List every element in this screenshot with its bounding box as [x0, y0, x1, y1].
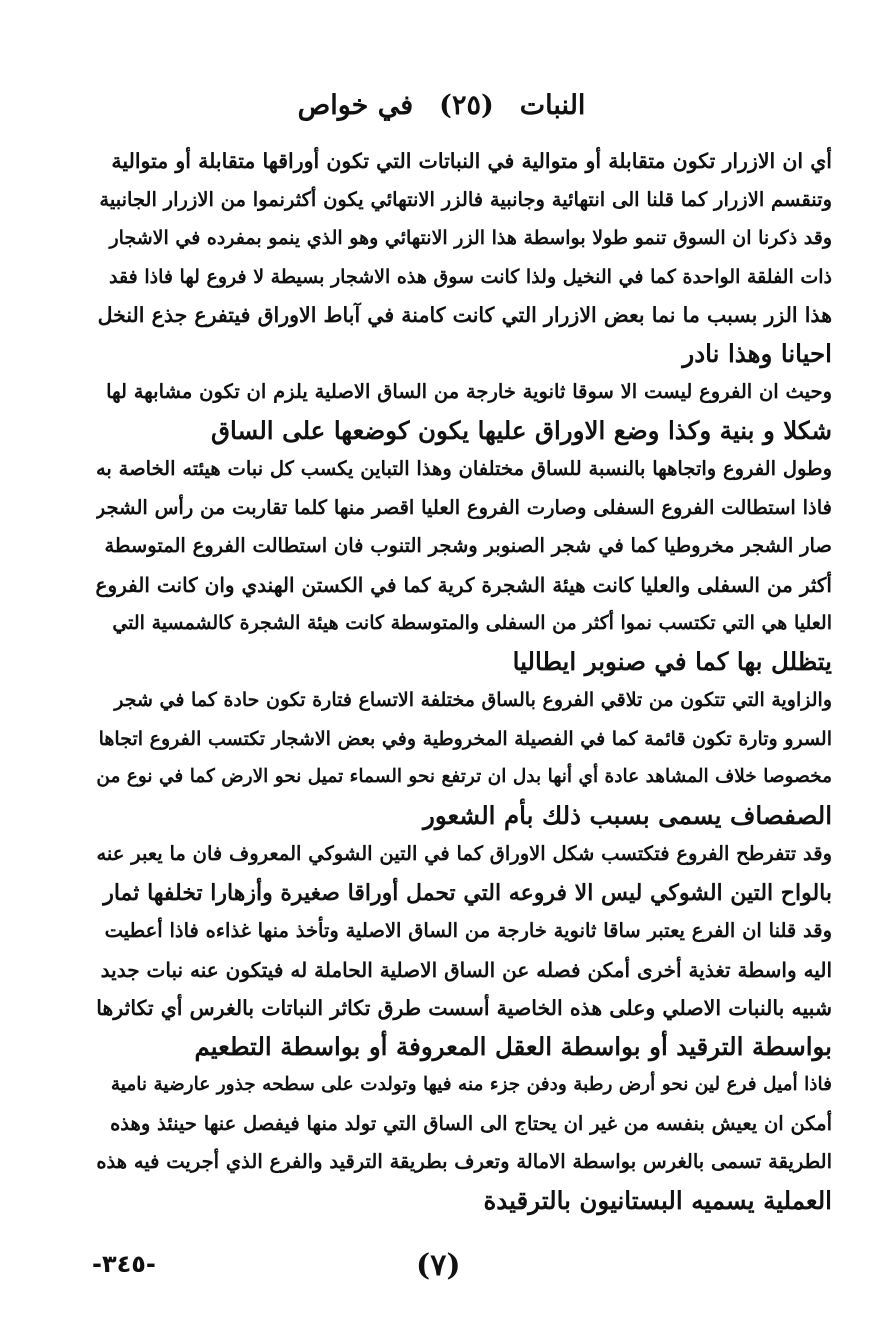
- text-line: وطول الفروع واتجاهها بالنسبة للساق مختلفان وهذا التباين يكسب كل نبات هيئته الخاصة به: [96, 457, 832, 480]
- text-line: بالواح التين الشوكي ليس الا فروعه التي تحمل أوراقا صغيرة وأزهارا تخلفها ثمار: [103, 879, 832, 906]
- text-line: فاذا أميل فرع لين نحو أرض رطبة ودفن جزء منه فيها وتولدت على سطحه جذور عارضية نامية: [110, 1074, 832, 1095]
- text-line: شبيه بالنبات الاصلي وعلى هذه الخاصية أسست طرق تكاثر النباتات بالغرس أي تكاثرها: [96, 996, 832, 1020]
- body-text: [96, 142, 832, 1220]
- text-line: أمكن ان يعيش بنفسه من غير ان يحتاج الى الساق التي تولد منها فيفصل عنها حينئذ وهذه: [110, 1111, 832, 1135]
- text-line: أي ان الازرار تكون متقابلة أو متوالية في النباتات التي تكون أوراقها متقابلة أو متوالية: [111, 149, 832, 173]
- text-line: اليه واسطة تغذية أخرى أمكن فصله عن الساق الاصلية الحاملة له فيتكون عنه نبات جديد: [100, 957, 832, 982]
- text-line: وقد ذكرنا ان السوق تنمو طولا بواسطة هذا الزر الانتهائي وهو الذي ينمو بمفرده في الاشجار: [109, 227, 832, 249]
- folio-number: -٣٤٥-: [92, 1250, 156, 1278]
- header-page-number: (٢٥): [439, 90, 494, 121]
- page-footer: [0, 1248, 883, 1298]
- signature-mark: (٧): [416, 1248, 461, 1283]
- text-line: العملية يسميه البستانيون بالترقيدة: [483, 1185, 832, 1215]
- text-line: والزاوية التي تتكون من تلاقي الفروع بالساق مختلفة الاتساع فتارة تكون حادة كما في شجر: [114, 689, 832, 711]
- text-line: مخصوصا خلاف المشاهد عادة أي أنها بدل ان ترتفع نحو السماء تميل نحو الارض كما في نوع من: [96, 766, 832, 787]
- text-line: الطريقة تسمى بالغرس بواسطة الامالة وتعرف بطريقة الترقيد والفرع الذي أجريت فيه هذه: [96, 1150, 832, 1173]
- text-line: السرو وتارة تكون قائمة كما في الفصيلة المخروطية وفي بعض الاشجار تكتسب الفروع اتجاها: [98, 727, 832, 750]
- text-line: بواسطة الترقيد أو بواسطة العقل المعروفة أو بواسطة التطعيم: [194, 1031, 832, 1061]
- text-line: وتنقسم الازرار كما قلنا الى انتهائية وجانبية فالزر الانتهائي يكون أكثرنموا من الازرار الجانبية: [99, 187, 832, 211]
- text-line: فاذا استطالت الفروع السفلى وصارت الفروع العليا اقصر منها كلما تقاربت من رأس الشجر: [96, 495, 832, 519]
- text-line: يتظلل بها كما في صنوبر ايطاليا: [512, 646, 832, 676]
- header-left-word: في خواص: [297, 90, 414, 121]
- text-line: شكلا و بنية وكذا وضع الاوراق عليها يكون كوضعها على الساق: [211, 415, 832, 445]
- running-header: [0, 88, 883, 124]
- text-line: احيانا وهذا نادر: [682, 338, 832, 368]
- text-line: ذات الفلقة الواحدة كما في النخيل ولذا كانت سوق هذه الاشجار بسيطة لا فروع لها فاذا فقد: [109, 265, 832, 288]
- text-line: الصفصاف يسمى بسبب ذلك بأم الشعور: [423, 800, 832, 830]
- text-line: صار الشجر مخروطيا كما في شجر الصنوبر وشجر التنوب فان استطالت الفروع المتوسطة: [104, 534, 832, 557]
- text-line: أكثر من السفلى والعليا كانت هيئة الشجرة كرية كما في الكستن الهندي وان كانت الفروع: [96, 572, 832, 597]
- text-line: وقد قلنا ان الفرع يعتبر ساقا ثانوية خارجة من الساق الاصلية وتأخذ منها غذاءه فاذا أعطيت: [104, 919, 832, 942]
- text-line: وقد تتفرطح الفروع فتكتسب شكل الاوراق كما في التين الشوكي المعروف فان ما يعبر عنه: [96, 842, 832, 865]
- text-line: وحيث ان الفروع ليست الا سوقا ثانوية خارجة من الساق الاصلية يلزم ان تكون مشابهة لها: [106, 380, 832, 403]
- text-line: العليا هي التي تكتسب نموا أكثر من السفلى والمتوسطة كانت هيئة الشجرة كالشمسية التي: [112, 612, 832, 634]
- text-line: هذا الزر بسبب ما نما بعض الازرار التي كانت كامنة في آباط الاوراق فيتفرع جذع النخل: [97, 303, 832, 327]
- header-right-word: النبات: [519, 90, 586, 121]
